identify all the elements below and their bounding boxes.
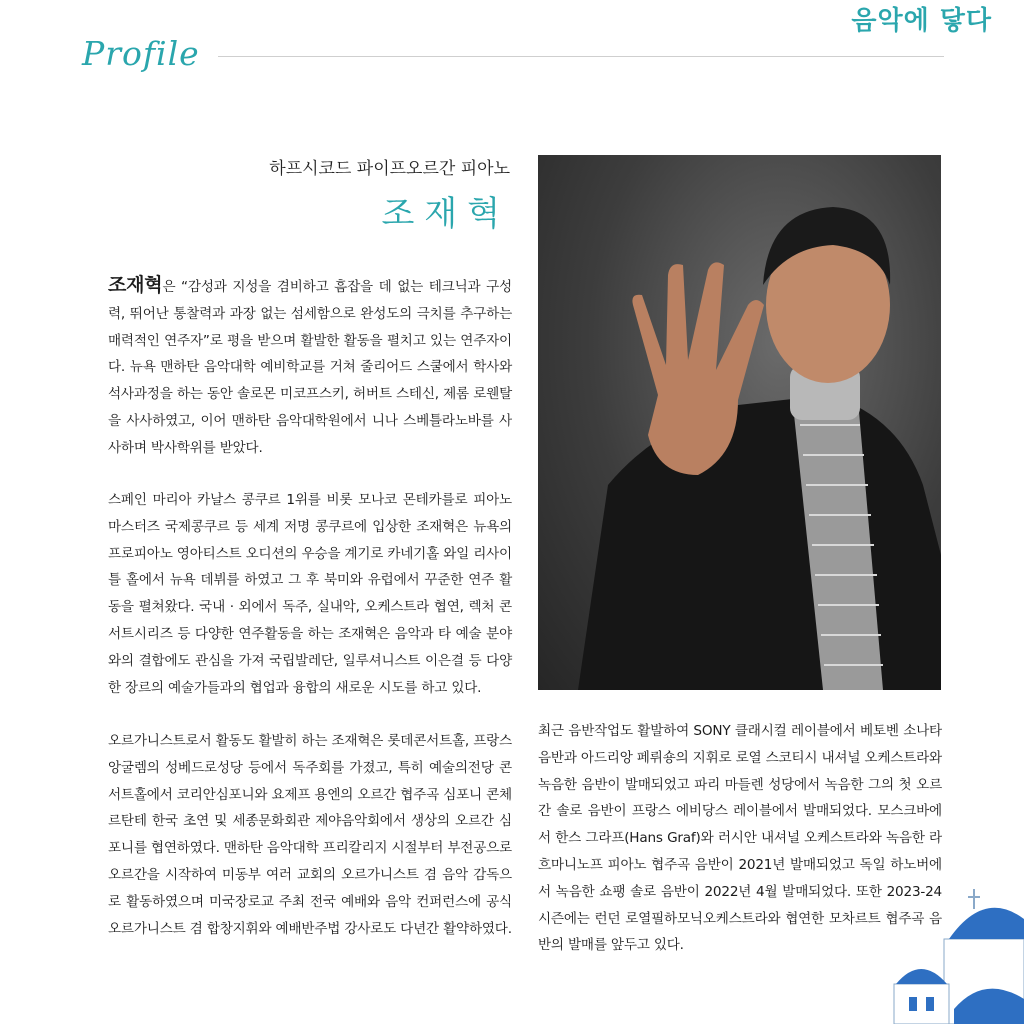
santorini-dome-illustration (884, 879, 1024, 1024)
profile-brand-script: Profile (82, 34, 200, 73)
bio-paragraph-3-wrap (108, 728, 512, 942)
portrait-photo (538, 155, 941, 690)
bio-paragraph-1-wrap (108, 272, 512, 462)
bio-paragraph-2: 스페인 마리아 카날스 콩쿠르 1위를 비롯 모나코 몬테카를로 피아노 마스터즈 국제콩쿠르 등 세계 저명 콩쿠르에 입상한 조재혁은 뉴욕의 프로피아노 영아티스트 오디션의 우승을 계기로 카네기홀 와일 리사이틀 홀에서 뉴욕 데뷔를 하였고 그 후 북미와 유럽에서 꾸준한 연주 활동을 펼쳐왔다. 국내 · 외에서 독주, 실내악, 오케스트라 협연, 렉처 콘서트시리즈 등 다양한 연주활동을 하는 조재혁은 음악과 타 예술 분야와의 결합에도 관심을 가져 국립발레단, 일루셔니스트 이은결 등 다양한 장르의 예술가들과의 협업과 융합의 새로운 시도를 하고 있다. (108, 492, 512, 696)
portrait-illustration (538, 155, 941, 690)
header-divider (218, 56, 944, 57)
bio-paragraph-4-wrap (538, 718, 942, 959)
artist-name-title: 조재혁 (381, 194, 510, 234)
bio-paragraph-3: 오르가니스트로서 활동도 활발히 하는 조재혁은 롯데콘서트홀, 프랑스 앙굴렘의 성베드로성당 등에서 독주회를 가졌고, 특히 예술의전당 콘서트홀에서 코리안심포니와 요제프 용엔의 오르간 협주곡 심포니 콘체르탄테 한국 초연 및 세종문화회관 제야음악회에서 생상의 오르간 심포니를 협연하였다. 맨하탄 음악대학 프리칼리지 시절부터 부전공으로 오르간을 시작하여 미동부 여러 교회의 오르가니스트 겸 음악 감독으로 활동하였으며 미국장로교 주최 전국 예배와 음악 컨퍼런스에 공식 오르가니스트 겸 합창지휘와 예배반주법 강사로도 다년간 활약하였다. (108, 733, 512, 937)
bio-paragraph-4: 최근 음반작업도 활발하여 SONY 클래시컬 레이블에서 베토벤 소나타 음반과 아드리앙 페뤼숑의 지휘로 로열 스코티시 내셔널 오케스트라와 녹음한 음반이 발매되었고 파리 마들렌 성당에서 녹음한 그의 첫 오르간 솔로 음반이 프랑스 에비당스 레이블에서 발매되었다. 모스크바에서 한스 그라프(Hans Graf)와 러시안 내셔널 오케스트라와 녹음한 라흐마니노프 피아노 협주곡 음반이 2021년 발매되었고 독일 하노버에서 녹음한 쇼팽 솔로 음반이 2022년 4월 발매되었다. 또한 2023-24 시즌에는 런던 로열필하모닉오케스트라와 협연한 모차르트 협주곡 음반의 발매를 앞두고 있다. (538, 723, 942, 954)
bio-paragraph-2-wrap (108, 487, 512, 701)
bio-paragraph-1-text: 은 “감성과 지성을 겸비하고 흠잡을 데 없는 테크닉과 구성력, 뛰어난 통찰력과 과장 없는 섬세함으로 완성도의 극치를 추구하는 매력적인 연주자”로 평을 받으며 활발한 활동을 펼치고 있는 연주자이다. 뉴욕 맨하탄 음악대학 예비학교를 거쳐 줄리어드 스쿨에서 학사와 석사과정을 하는 동안 솔로몬 미코프스키, 허버트 스테신, 제롬 로웬탈을 사사하였고, 이어 맨하탄 음악대학원에서 니나 스베틀라노바를 사사하며 박사학위를 받았다. (108, 279, 512, 456)
instrument-subtitle: 하프시코드 파이프오르간 피아노 (269, 159, 510, 179)
corner-logo: 음악에 닿다 (851, 6, 992, 36)
bio-lead-name: 조재혁 (108, 274, 163, 296)
bio-paragraph-1 (108, 272, 512, 462)
